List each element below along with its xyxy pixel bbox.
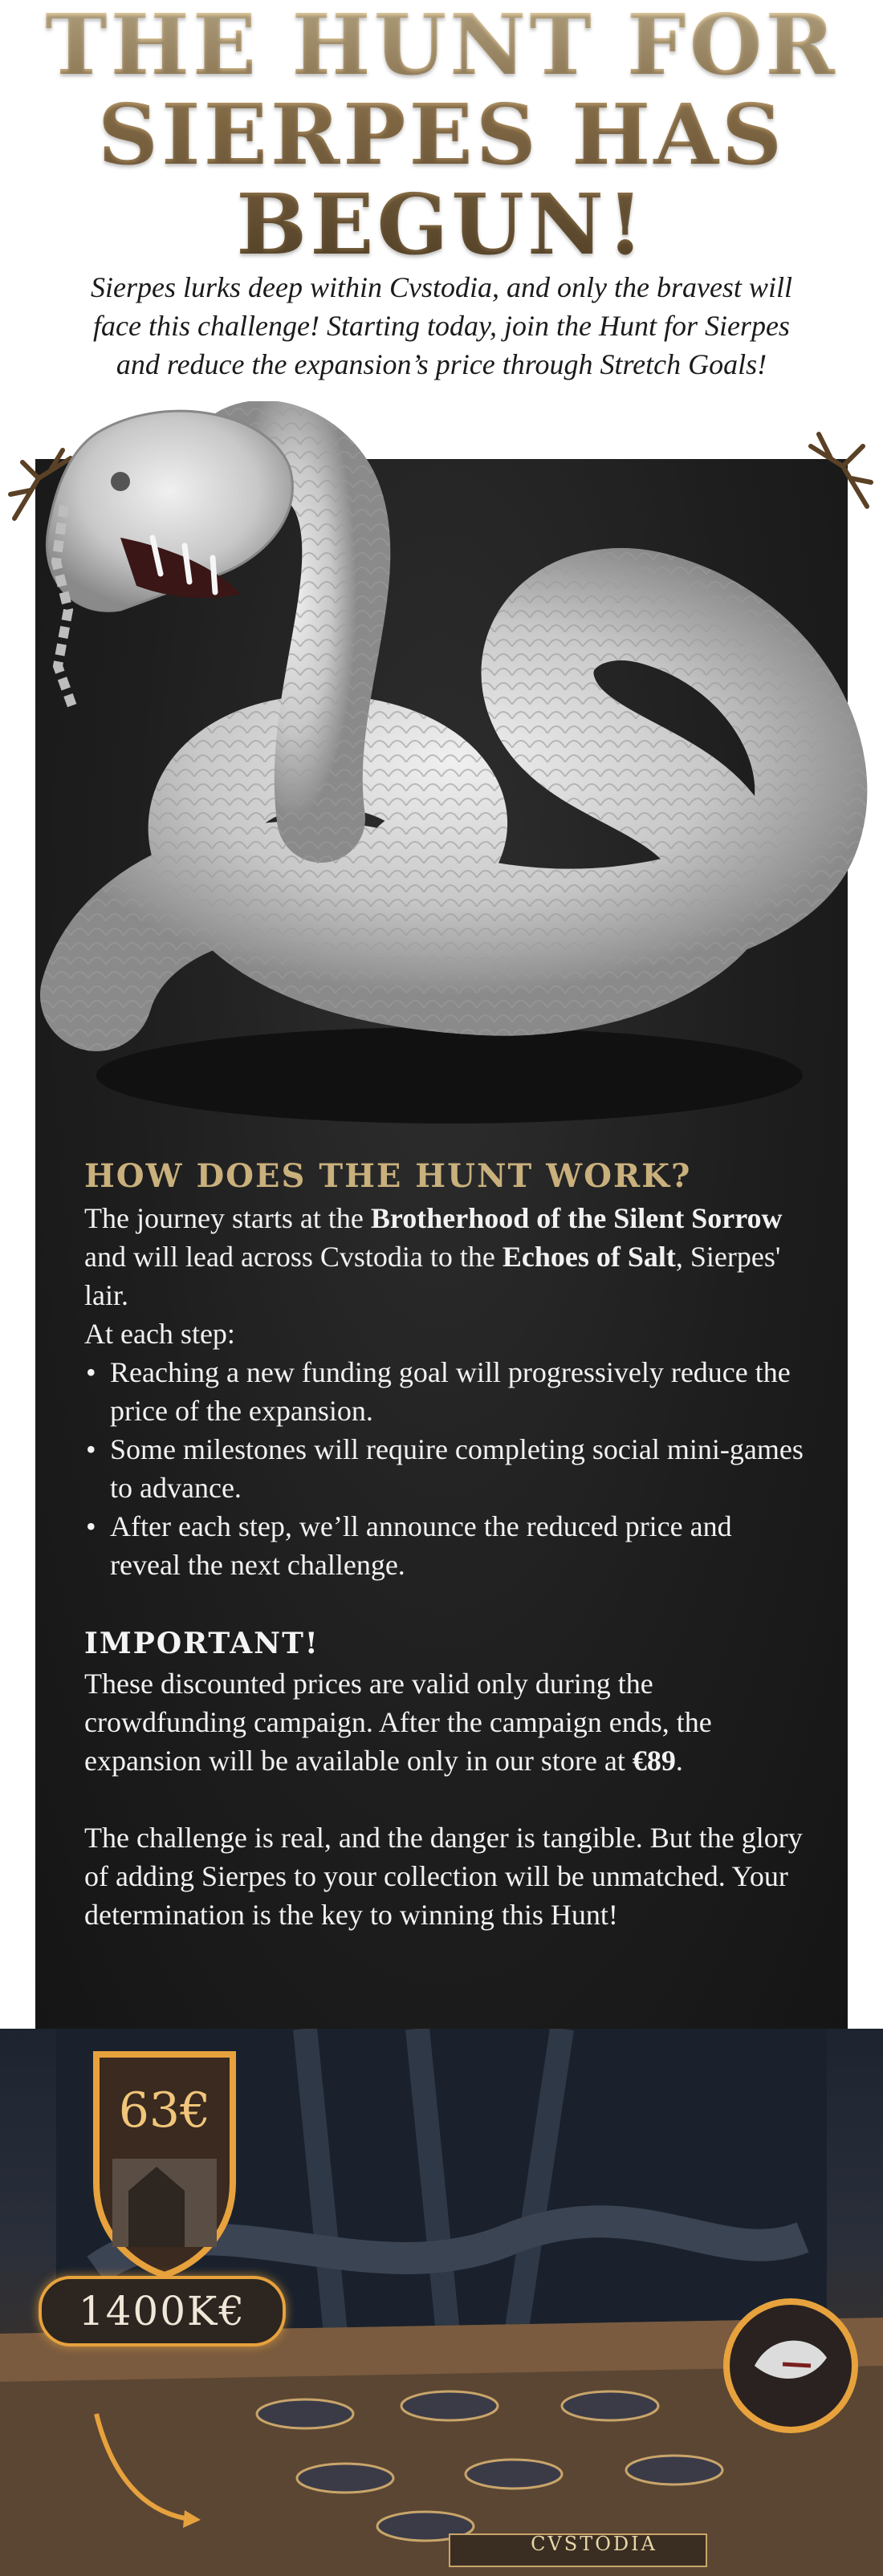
- intro-text: Sierpes lurks deep within Cvstodia, and only the bravest will face this challenge! Starting today, join the Hunt for Sierpes and reduce the expansion’s price through Stretch Goals!: [91, 271, 792, 380]
- list-item: • After each step, we’ll announce the reduced price and reveal the next challenge.: [110, 1507, 807, 1584]
- brotherhood-location: Brotherhood of the Silent Sorrow: [370, 1202, 783, 1234]
- list-item: • Some milestones will require completing social mini-games to advance.: [110, 1430, 807, 1507]
- serpent-illustration: [0, 401, 883, 1140]
- steps-list: [84, 1353, 807, 1584]
- steps-intro: At each step:: [84, 1318, 235, 1350]
- price-badge: 63€: [118, 2082, 211, 2139]
- title-line-3: BEGUN!: [236, 175, 647, 274]
- page-title: [0, 0, 883, 274]
- journey-text: The journey starts at the Brotherhood of the Silent Sorrow and will lead across Cvstodia to the Echoes of Salt, Sierpes' lair.: [84, 1202, 783, 1311]
- funding-goal-badge: 1400K€: [39, 2276, 286, 2346]
- hunt-heading: HOW DOES THE HUNT WORK?: [84, 1157, 692, 1195]
- important-text: These discounted prices are valid only during the crowdfunding campaign. After the campaign ends, the expansion will be available only in our store at €89.: [84, 1668, 712, 1777]
- echoes-location: Echoes of Salt: [502, 1241, 676, 1273]
- store-price: €89: [632, 1745, 676, 1777]
- closing-text: The challenge is real, and the danger is tangible. But the glory of adding Sierpes to your collection will be unmatched. Your determination is the key to winning this Hunt!: [84, 1822, 803, 1931]
- board-brand: CVSTODIA: [531, 2533, 657, 2555]
- important-heading: IMPORTANT!: [84, 1627, 319, 1660]
- list-item: • Reaching a new funding goal will progressively reduce the price of the expansion.: [110, 1353, 807, 1430]
- title-line-1: THE HUNT FOR: [45, 0, 838, 94]
- hunt-description: [84, 1154, 807, 1934]
- title-line-2: SIERPES HAS: [97, 85, 786, 184]
